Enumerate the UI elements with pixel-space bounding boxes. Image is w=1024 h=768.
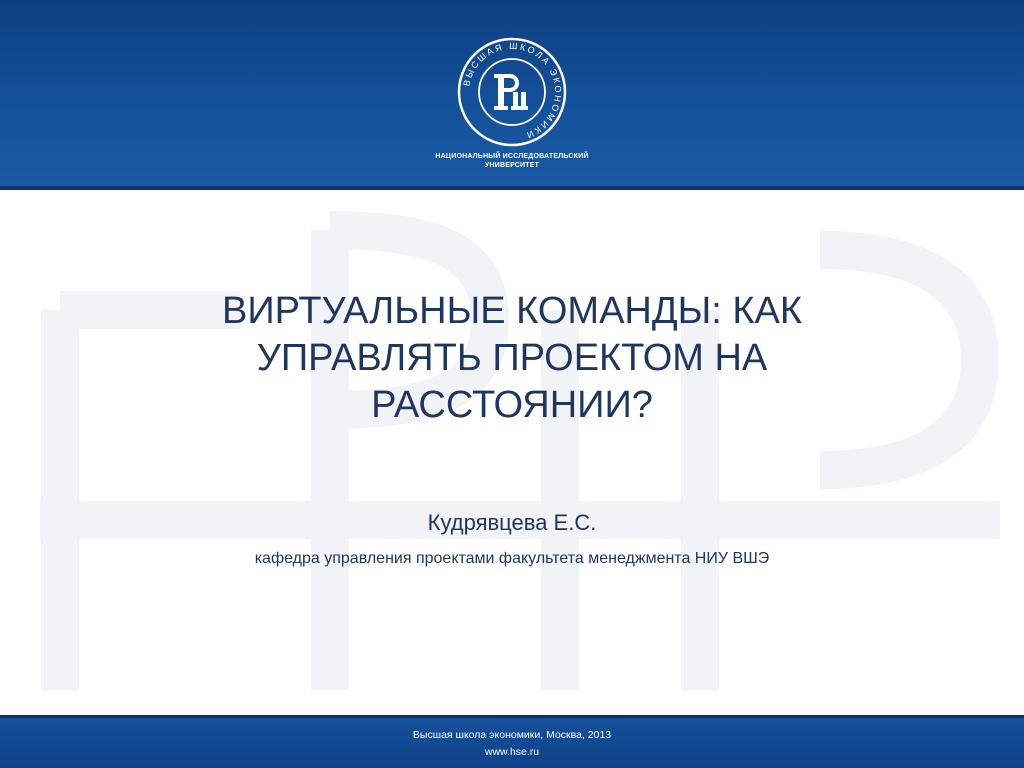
title-line-2: УПРАВЛЯТЬ ПРОЕКТОМ НА xyxy=(256,337,768,379)
title-line-1: ВИРТУАЛЬНЫЕ КОМАНДЫ: КАК xyxy=(222,290,802,332)
footer-line-1: Высшая школа экономики, Москва, 2013 xyxy=(412,729,612,741)
hse-logo-icon xyxy=(456,36,568,148)
footer-text xyxy=(312,727,712,761)
university-line-1: НАЦИОНАЛЬНЫЙ ИССЛЕДОВАТЕЛЬСКИЙ xyxy=(435,153,589,160)
footer-url[interactable]: www.hse.ru xyxy=(484,746,540,758)
university-name xyxy=(412,152,612,170)
hse-logo xyxy=(456,36,568,148)
author-name: Кудрявцева Е.С. xyxy=(427,510,597,535)
slide-title xyxy=(140,288,884,429)
department: кафедра управления проектами факультета менеджмента НИУ ВШЭ xyxy=(254,550,770,567)
header-divider xyxy=(0,186,1024,190)
university-line-2: УНИВЕРСИТЕТ xyxy=(484,162,540,169)
logo-ring-text: ВЫСШАЯ ШКОЛА ЭКОНОМИКИ xyxy=(461,40,564,141)
title-line-3: РАССТОЯНИИ? xyxy=(371,384,653,426)
watermark-pattern xyxy=(0,190,1024,718)
